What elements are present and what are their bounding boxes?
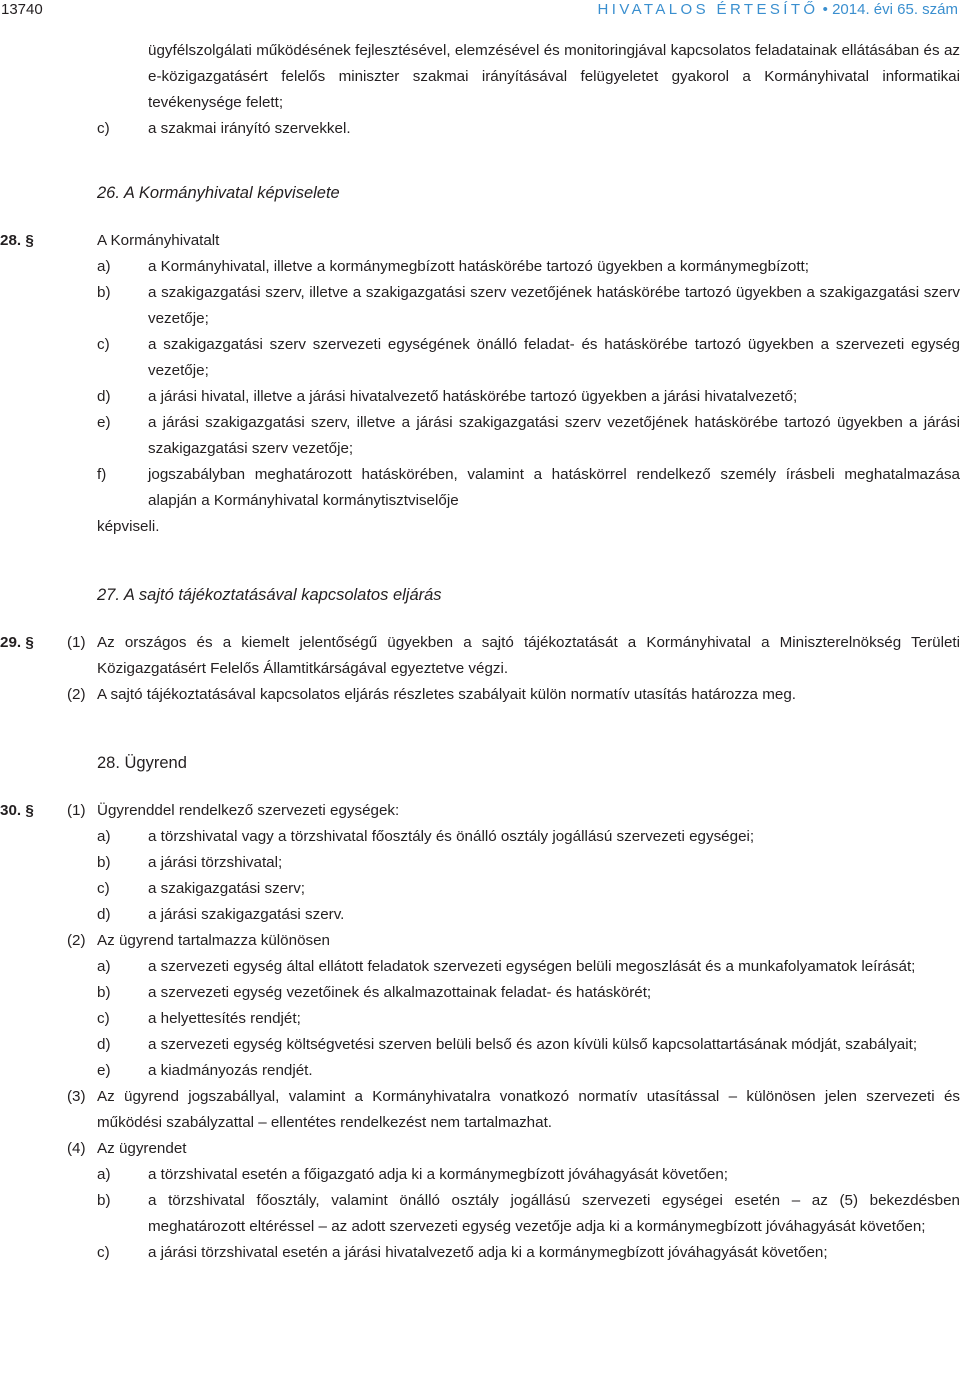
item-label: c) <box>97 1010 110 1027</box>
s28-item-c <box>0 332 960 384</box>
s30-p1-item-b <box>0 850 960 876</box>
item-label: b) <box>97 854 111 871</box>
s30-para-1 <box>0 798 960 824</box>
s29-para-1 <box>0 630 960 682</box>
item-text: a törzshivatal vagy a törzshivatal főosztály és önálló osztály jogállású szervezeti egységei; <box>148 828 755 845</box>
para-text: Az ügyrend tartalmazza különösen <box>97 932 331 949</box>
s29-para-2 <box>0 682 960 708</box>
s30-p2-item-e <box>0 1058 960 1084</box>
s30-p2-item-b <box>0 980 960 1006</box>
item-label: b) <box>97 984 111 1001</box>
item-text: a járási hivatal, illetve a járási hivatalvezető hatáskörébe tartozó ügyekben a járási hivatalvezető; <box>148 388 798 405</box>
item-label: d) <box>97 1036 111 1053</box>
s30-para-4 <box>0 1136 960 1162</box>
item-label: c) <box>97 880 110 897</box>
item-label: a) <box>97 258 111 275</box>
item-label: c) <box>97 1244 110 1261</box>
page-body <box>0 38 960 1266</box>
para-text: Az ügyrendet <box>97 1140 187 1157</box>
item-label: b) <box>97 284 111 301</box>
s30-p4-item-c <box>0 1240 960 1266</box>
s30-p2-item-c <box>0 1006 960 1032</box>
item-text: a szervezeti egység költségvetési szerven belüli belső és azon kívüli külső kapcsolattartásának módját, szabályait; <box>148 1036 918 1053</box>
item-text: a szakmai irányító szervekkel. <box>148 120 351 137</box>
item-text: a szervezeti egység által ellátott feladatok szervezeti egységen belüli megoszlását és a munkafolyamatok leírását; <box>148 958 916 975</box>
para-label: (1) <box>67 802 86 819</box>
issue-number: 2014. évi 65. szám <box>832 1 958 18</box>
item-text: a Kormányhivatal, illetve a kormánymegbízott hatáskörébe tartozó ügyekben a kormánymegbízott; <box>148 258 809 275</box>
heading-27: 27. A sajtó tájékoztatásával kapcsolatos eljárás <box>97 586 442 604</box>
intro-continuation: ügyfélszolgálati működésének fejlesztésével, elemzésével és monitoringjával kapcsolatos feladatainak ellátásában és az e-közigazgatásért felelős miniszter szakmai irányításával felügyeletet gyakorol a Kormányhivatal informatikai tevékenysége felett; <box>148 42 960 111</box>
item-text: a szakigazgatási szerv; <box>148 880 306 897</box>
section-number: 29. § <box>0 634 34 651</box>
s30-para-2 <box>0 928 960 954</box>
item-text: a járási törzshivatal; <box>148 854 283 871</box>
para-label: (4) <box>67 1140 86 1157</box>
item-text: a járási szakigazgatási szerv, illetve a járási szakigazgatási szerv vezetőjének hatáskörébe tartozó ügyekben a járási szakigazgatási szerv vezetője; <box>148 414 960 457</box>
para-text: Az országos és a kiemelt jelentőségű ügyekben a sajtó tájékoztatását a Kormányhivatal a Miniszterelnökség Területi Közigazgatásért Felelős Államtitkárságával egyeztetve végzi. <box>97 634 960 677</box>
item-text: jogszabályban meghatározott hatáskörében, valamint a hatáskörrel rendelkező személy írásbeli meghatalmazása alapján a Kormányhivatal kormánytisztviselője <box>148 466 960 509</box>
para-label: (3) <box>67 1088 86 1105</box>
s30-p4-item-a <box>0 1162 960 1188</box>
item-text: a kiadmányozás rendjét. <box>148 1062 313 1079</box>
item-text: a szervezeti egység vezetőinek és alkalmazottainak feladat- és hatáskörét; <box>148 984 652 1001</box>
s28-item-a <box>0 254 960 280</box>
item-text: a járási törzshivatal esetén a járási hivatalvezető adja ki a kormánymegbízott jóváhagyását követően; <box>148 1244 828 1261</box>
para-text: A sajtó tájékoztatásával kapcsolatos eljárás részletes szabályait külön normatív utasítás határozza meg. <box>97 686 796 703</box>
heading-26: 26. A Kormányhivatal képviselete <box>97 184 340 202</box>
item-text: a szakigazgatási szerv szervezeti egységének önálló feladat- és hatáskörébe tartozó ügyekben a szervezeti egység vezetője; <box>148 336 960 379</box>
intro-item-c <box>0 116 960 142</box>
section-number: 30. § <box>0 802 34 819</box>
item-label: a) <box>97 958 111 975</box>
heading-28: 28. Ügyrend <box>97 754 187 772</box>
page-header <box>0 0 960 24</box>
section-28 <box>0 228 960 254</box>
s30-para-3 <box>0 1084 960 1136</box>
s30-p1-item-c <box>0 876 960 902</box>
para-text: Az ügyrend jogszabállyal, valamint a Kormányhivatalra vonatkozó normatív utasítással – különösen jelen szervezeti és működési szabályzattal – ellentétes rendelkezést nem tartalmazhat. <box>97 1088 960 1131</box>
item-label: d) <box>97 906 111 923</box>
s28-item-f <box>0 462 960 514</box>
item-label: f) <box>97 466 107 483</box>
para-label: (2) <box>67 932 86 949</box>
para-label: (1) <box>67 634 86 651</box>
item-text: a helyettesítés rendjét; <box>148 1010 301 1027</box>
item-label: e) <box>97 414 111 431</box>
journal-name: HIVATALOS ÉRTESÍTŐ <box>597 1 819 18</box>
page-number: 13740 <box>1 1 43 18</box>
item-text: a törzshivatal esetén a főigazgató adja ki a kormánymegbízott jóváhagyását követően; <box>148 1166 729 1183</box>
s30-p4-item-b <box>0 1188 960 1240</box>
item-text: a szakigazgatási szerv, illetve a szakigazgatási szerv vezetőjének hatáskörébe tartozó ügyekben a szakigazgatási szerv vezetője; <box>148 284 960 327</box>
s28-item-e <box>0 410 960 462</box>
s30-p1-item-a <box>0 824 960 850</box>
s30-p2-item-a <box>0 954 960 980</box>
s30-p2-item-d <box>0 1032 960 1058</box>
section-number: 28. § <box>0 232 34 249</box>
item-text: a törzshivatal főosztály, valamint önálló osztály jogállású szervezeti egységei esetén – az (5) bekezdésben meghatározott eltéréssel – az adott szervezeti egység vezetője adja ki a kormánymegbízott jóváhagyását követően; <box>148 1192 960 1235</box>
para-text: Ügyrenddel rendelkező szervezeti egységek: <box>97 802 400 819</box>
item-label: d) <box>97 388 111 405</box>
s28-item-b <box>0 280 960 332</box>
s28-closing: képviseli. <box>97 518 160 535</box>
journal-title: HIVATALOS ÉRTESÍTŐ • 2014. évi 65. szám <box>597 1 958 18</box>
item-label: a) <box>97 828 111 845</box>
item-label: a) <box>97 1166 111 1183</box>
item-label: c) <box>97 336 110 353</box>
s30-p1-item-d <box>0 902 960 928</box>
item-text: a járási szakigazgatási szerv. <box>148 906 345 923</box>
s28-item-d <box>0 384 960 410</box>
item-label: b) <box>97 1192 111 1209</box>
item-label: c) <box>97 120 110 137</box>
para-label: (2) <box>67 686 86 703</box>
section-lead: A Kormányhivatalt <box>97 232 220 249</box>
item-label: e) <box>97 1062 111 1079</box>
